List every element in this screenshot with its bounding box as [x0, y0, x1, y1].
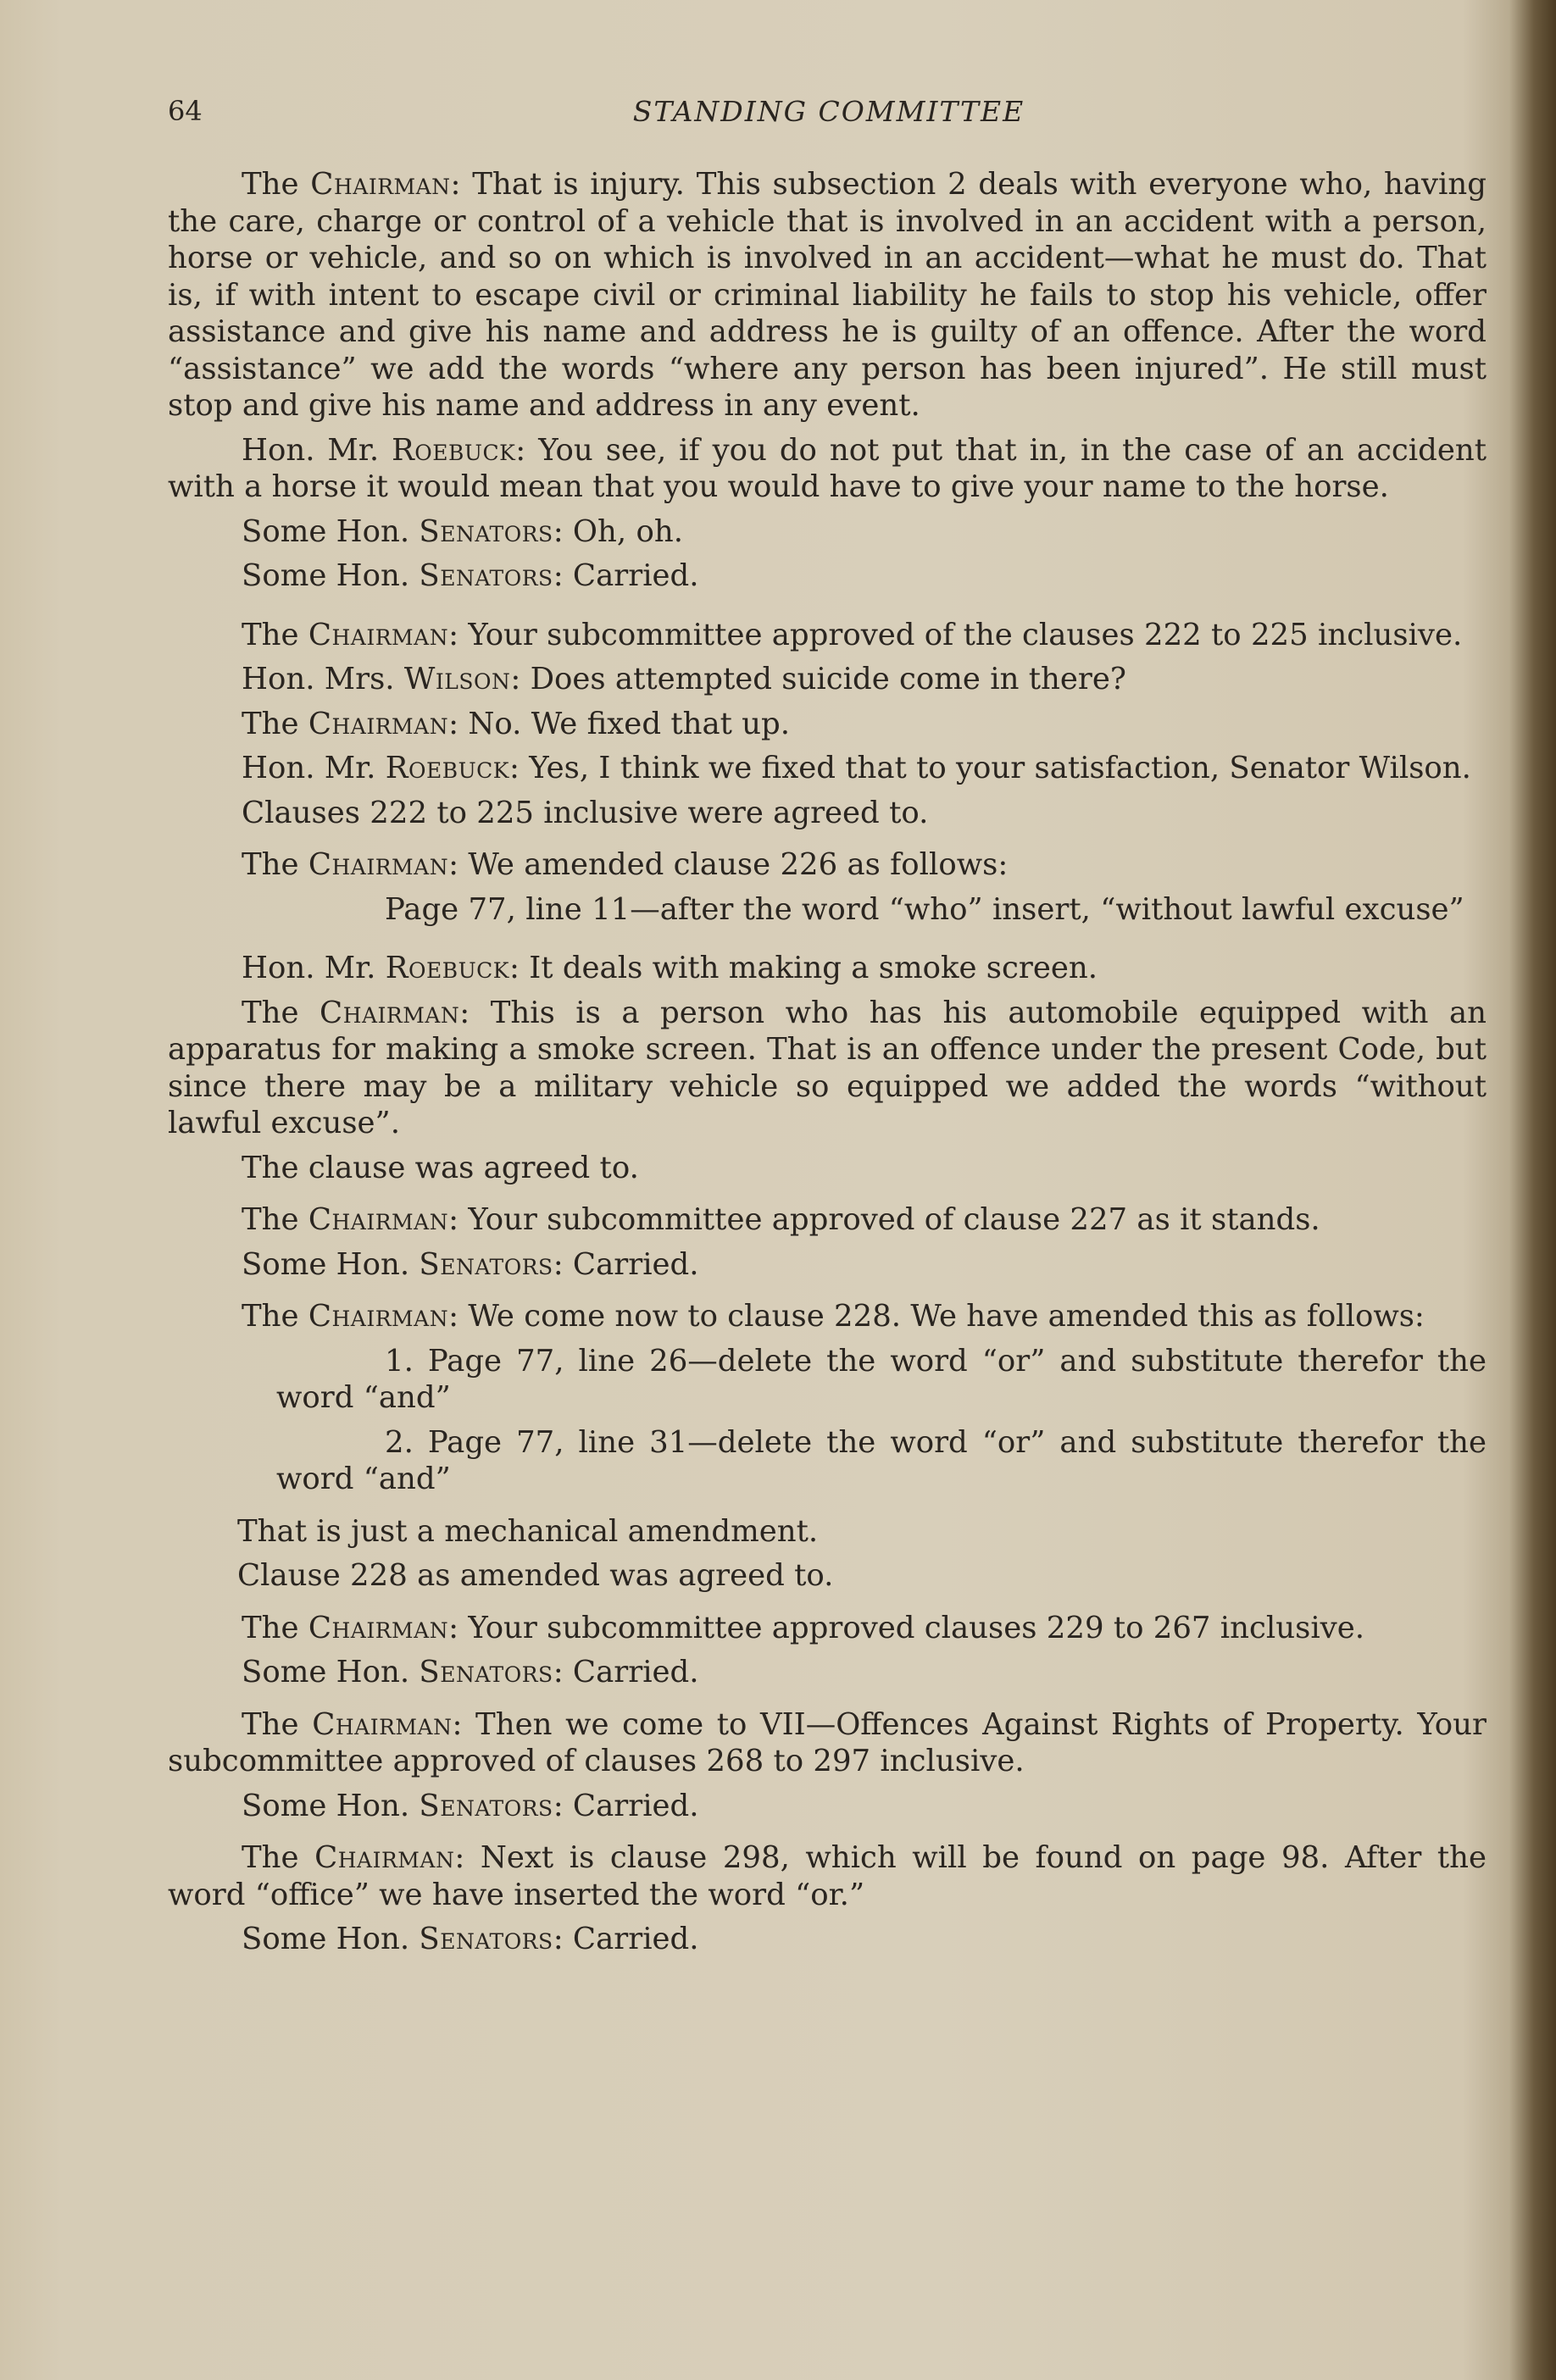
paragraph: The Chairman: That is injury. This subsection 2 deals with everyone who, having the care, charge or control of a vehicle that is involved in an accident with a person, horse or vehicle, and so on which is involved in an accident—what he must do. That is, if with intent to escape civil or criminal liability he fails to stop his vehicle, offer assistance and give his name and address he is guilty of an offence. After the word “assistance” we add the words “where any person has been injured”. He still must stop and give his name and address in any event.	[168, 167, 1487, 423]
paragraph: Clauses 222 to 225 inclusive were agreed to.	[242, 795, 929, 830]
paragraph: The Chairman: Then we come to VII—Offences Against Rights of Property. Your subcommittee approved of clauses 268 to 297 inclusive.	[168, 1706, 1487, 1778]
speaker-name: Chairman	[308, 1202, 449, 1237]
paragraph: The Chairman: Your subcommittee approved of the clauses 222 to 225 inclusive.	[242, 617, 1463, 652]
paragraph: Hon. Mr. Roebuck: Yes, I think we fixed that to your satisfaction, Senator Wilson.	[242, 751, 1471, 785]
amendment-quote: Page 77, line 11—after the word “who” insert, “without lawful excuse”	[385, 891, 1464, 927]
speaker-name: Senators	[419, 1922, 553, 1956]
speaker-name: Chairman	[308, 617, 449, 652]
speaker-name: Roebuck	[392, 432, 516, 468]
speaker-name: Chairman	[312, 1706, 453, 1742]
paragraph: Some Hon. Senators: Carried.	[242, 1788, 699, 1823]
speaker-name: Senators	[419, 1788, 553, 1823]
speaker-name: Chairman	[320, 995, 460, 1030]
paragraph: The Chairman: No. We fixed that up.	[242, 706, 791, 741]
paragraph: The Chairman: Next is clause 298, which will be found on page 98. After the word “office” we have inserted the word “or.”	[168, 1840, 1487, 1912]
speaker-name: Chairman	[308, 847, 449, 882]
page-header	[168, 95, 1490, 137]
paragraph: The Chairman: This is a person who has his automobile equipped with an apparatus for making a smoke screen. That is an offence under the present Code, but since there may be a military vehicle so equipped we added the words “without lawful excuse”.	[168, 995, 1487, 1140]
speaker-name: Chairman	[308, 706, 449, 741]
speaker-name: Roebuck	[385, 951, 509, 985]
paragraph: Hon. Mrs. Wilson: Does attempted suicide come in there?	[242, 662, 1126, 696]
speaker-name: Senators	[419, 513, 553, 549]
speaker-name: Senators	[419, 1655, 553, 1689]
paragraph: Clause 228 as amended was agreed to.	[237, 1558, 834, 1593]
speaker-name: Chairman	[308, 1299, 449, 1334]
paragraph: The Chairman: Your subcommittee approved of clause 227 as it stands.	[242, 1202, 1320, 1237]
transcript-body	[168, 166, 1487, 1966]
paragraph: Some Hon. Senators: Oh, oh.	[242, 513, 683, 549]
speaker-name: Chairman	[314, 1840, 455, 1875]
amendment-quote: 2. Page 77, line 31—delete the word “or” and substitute therefor the word “and”	[276, 1424, 1487, 1496]
paragraph: Hon. Mr. Roebuck: It deals with making a smoke screen.	[242, 951, 1098, 985]
speaker-name: Roebuck	[385, 751, 509, 785]
running-head: STANDING COMMITTEE	[632, 95, 1025, 128]
paragraph: Hon. Mr. Roebuck: You see, if you do not put that in, in the case of an accident with a horse it would mean that you would have to give your name to the horse.	[168, 432, 1487, 504]
paragraph: That is just a mechanical amendment.	[237, 1513, 819, 1549]
paragraph: Some Hon. Senators: Carried.	[242, 558, 699, 593]
speaker-name: Chairman	[310, 167, 451, 202]
amendment-quote: 1. Page 77, line 26—delete the word “or” and substitute therefor the word “and”	[276, 1343, 1487, 1415]
speaker-name: Wilson	[403, 662, 511, 696]
speaker-name: Chairman	[308, 1610, 449, 1645]
paragraph: Some Hon. Senators: Carried.	[242, 1922, 699, 1956]
paragraph: The Chairman: Your subcommittee approved clauses 229 to 267 inclusive.	[242, 1610, 1365, 1645]
paragraph: The clause was agreed to.	[242, 1150, 639, 1185]
speaker-name: Senators	[419, 1246, 553, 1282]
paragraph: Some Hon. Senators: Carried.	[242, 1655, 699, 1689]
speaker-name: Senators	[419, 558, 553, 593]
paragraph: The Chairman: We come now to clause 228. We have amended this as follows:	[242, 1299, 1425, 1334]
paragraph: The Chairman: We amended clause 226 as follows:	[242, 847, 1009, 882]
paragraph: Some Hon. Senators: Carried.	[242, 1246, 699, 1282]
page-number: 64	[168, 95, 203, 127]
